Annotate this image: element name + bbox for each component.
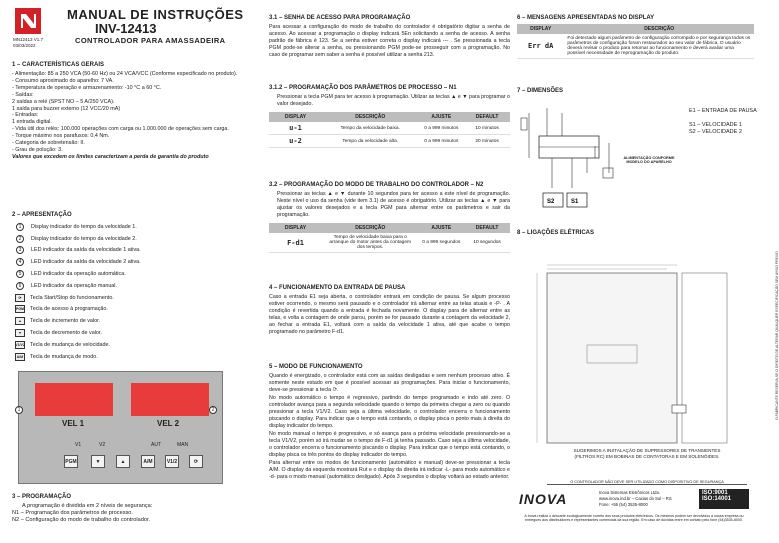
presentation-item [12, 245, 256, 257]
table-header: DISPLAY [269, 223, 322, 233]
suppressor-note: SUGERIMOS A INSTALAÇÃO DE SUPRESSORES DE TRANSIENTES (FILTROS RC) EM BOBINAS DE CONTATORAS E EM SOLENÓIDES. [573, 448, 721, 459]
section-title: 5 – MODO DE FUNCIONAMENTO [269, 364, 363, 370]
up-button-illus: ▲ [116, 455, 130, 468]
warranty-warning: Valores que excedem os limites caracterizam a perda de garantia do produto [12, 153, 209, 160]
section-title: 7 – DIMENSÕES [517, 88, 564, 94]
characteristic-line: - Categoria de sobretensão: II. [12, 140, 85, 147]
presentation-item [12, 233, 256, 245]
section-title: 8 – LIGAÇÕES ELÉTRICAS [517, 230, 595, 236]
key-icon: PGM [16, 307, 24, 312]
iso-9001: ISO:9001 [702, 490, 728, 496]
section-title: 3.1 – SENHA DE ACESSO PARA PROGRAMAÇÃO [269, 15, 411, 21]
legend-s1: S1 – VELOCIDADE 1 [689, 122, 742, 128]
section-text: Para alternar entre os modos de funcionamento (automático e manual) deve-se pressionar a tecla A/M. O display da esquerda mostrará Rut e o display da direita irá indicar -L- para modo automático e -d- para o modo manual (automático desligado). Após 3 segundos o display voltará ao estado anterior. [269, 460, 510, 480]
item-text: Display indicador do tempo da velocidade 2. [31, 235, 137, 242]
brand-logo-icon [15, 8, 41, 34]
display-vel2 [131, 383, 209, 416]
section-title: 3 – PROGRAMAÇÃO [12, 494, 72, 500]
led-v2-label: V2 [99, 442, 106, 448]
section-title: 3.2 – PROGRAMAÇÃO DO MODO DE TRABALHO DO CONTROLADOR – N2 [269, 182, 484, 188]
item-text: LED indicador da operação automática. [31, 271, 126, 278]
key-text: Tecla de acesso à programação. [30, 306, 108, 313]
characteristic-line: - Saídas: [12, 91, 34, 98]
startstop-button-illus: ⟳ [189, 455, 203, 468]
programming-n2: N2 – Configuração do modo de trabalho do controlador. [12, 517, 151, 524]
table-header: DEFAULT [464, 223, 510, 233]
section-5 [269, 364, 510, 481]
key-icon: ⟳ [15, 294, 25, 302]
section-title: 3.1.2 – PROGRAMAÇÃO DOS PARÂMETROS DE PROCESSO – N1 [269, 85, 457, 91]
table-header: DISPLAY [517, 24, 564, 34]
safety-warning: O CONTROLADOR NÃO DEVE SER UTILIZADO COMO DISPOSITIVO DE SEGURANÇA [547, 480, 747, 485]
section-32 [269, 182, 510, 253]
key-text: Tecla Start/Stop do funcionamento. [30, 294, 114, 301]
section-7 [517, 88, 757, 218]
s2-box-label: S2 [547, 199, 555, 205]
table-cell: u-1 [269, 122, 322, 135]
table-header: AJUSTE [418, 223, 464, 233]
section-title: 6 – MENSAGENS APRESENTADAS NO DISPLAY [517, 15, 655, 21]
characteristic-line: 2 saídas a relé (SPST NO – 5 A/250 VCA). [12, 98, 115, 105]
legend-s2: S2 – VELOCIDADE 2 [689, 129, 742, 135]
header [5, 5, 255, 50]
section-31 [269, 15, 510, 59]
company-name: Inova Sistemas Eletrônicos Ltda. [599, 490, 660, 495]
characteristic-line: 1 saída para buzzer externo (12 VCC/20 mA) [12, 105, 121, 112]
section-programming [12, 494, 256, 525]
key-text: Tecla de mudança de modo. [30, 353, 98, 360]
table-row [269, 135, 510, 148]
marker-1: 1 [15, 406, 23, 414]
section-presentation [12, 212, 256, 363]
presentation-item [12, 268, 256, 280]
disposal-note: A Inova realiza o descarte ecologicamente correto dos seus produtos eletrônicos. Os mesmos podem ser devolvidos à nossa empresa ou entregues aos distribuidores e representantes comerciais da sua região. Em caso de dúvidas entre em contato pelo fone (54)3535-8000. [524, 514, 744, 523]
table-cell: 0 a 999 minutos [418, 122, 464, 135]
brand-name: INOVA [519, 491, 568, 507]
company-site: www.inova.ind.br – Caxias do Sul – RS [599, 496, 672, 501]
table-cell: Err dA [517, 34, 564, 59]
section-text: No modo manual o tempo é progressivo, e só avança para a próxima velocidade pressionando-se a tecla V1/V2, porém só irá mudar se o tempo de F-d1 já tenha passado. Caso seja a última velocidade, o controlador encerra o funcionamento piscando o display. Para indicar que o tempo está contando, o display pisca os três pontos do display indicador do tempo. [269, 431, 510, 458]
doc-model: INV-12413 [95, 21, 157, 36]
vel2-label: VEL 2 [157, 419, 180, 428]
section-text: Para acessar a configuração do modo de trabalho do controlador é obrigatório digitar a senha de acesso. Ao acessar a programação o display indicará 5En solicitando a senha de acesso. A senha padrão de fábrica é 123. Se a senha estiver correta o display indicará --- . Se pressionada a tecla PGM pode-se alterar a senha, ou pressionando PGM pode-se prosseguir com a programação. No caso de programar sem saber a senha é possível utilizar a senha 213. [269, 24, 510, 58]
section-6 [517, 15, 754, 59]
table-row [517, 34, 754, 59]
table-header: DISPLAY [269, 112, 322, 122]
table-cell: 10 minutos [464, 122, 510, 135]
presentation-item [12, 221, 256, 233]
table-cell: u-2 [269, 135, 322, 148]
section-characteristics [12, 62, 256, 160]
key-text: Tecla de mudança de velocidade. [30, 341, 111, 348]
power-note: ALIMENTAÇÃO CONFORME MODELO DO APARELHO [623, 156, 675, 164]
table-header: DESCRIÇÃO [322, 223, 418, 233]
key-icon: A/M [16, 354, 24, 359]
n1-table [269, 112, 510, 148]
s1-box-label: S1 [571, 199, 579, 205]
table-header: AJUSTE [418, 112, 464, 122]
section-title: 1 – CARACTERÍSTICAS GERAIS [12, 62, 105, 68]
pgm-button-illus: PGM [64, 455, 78, 468]
table-cell: 10 segundos [464, 233, 510, 253]
section-text: Caso a entrada E1 seja aberta, o controlador entrará em condição de pausa. Se algum processo estiver ocorrendo, o mesmo será pausado e o controlador irá alternar entre as telas atuais e -P- . A condição é revertida quando a entrada é fechada novamente. O display para de alternar entre as telas, e volta a contagem de onde parou, porém se for pausado durante a contagem da velocidade 2, ao fechar a entrada E1, voltará com a saída da velocidade 1 ativa, até que acabe o tempo programado no parâmetro F-d1. [269, 294, 510, 335]
section-text: Quando é energizado, o controlador está com as saídas desligadas e sem nenhum processo ativo. É somente neste estado em que é possível acessar as programações. Para iniciar o funcionamento, deve-se pressionar a tecla ⟳. [269, 373, 510, 393]
item-text: LED indicador da operação manual. [31, 282, 118, 289]
table-cell: Tempo da velocidade baixa. [322, 122, 418, 135]
section-8 [517, 230, 754, 484]
iso-14001: ISO:14001 [702, 496, 732, 502]
doc-subtitle: CONTROLADOR PARA AMASSADEIRA [75, 36, 226, 45]
table-row [269, 233, 510, 253]
key-item [12, 315, 256, 327]
section-text: Pressionar a tecla PGM para ter acesso à programação. Utilizar as teclas ▲ e ▼ para programar o valor desejado. [277, 94, 510, 107]
item-marker: 4 [16, 258, 24, 266]
table-row [269, 122, 510, 135]
characteristic-line: - Consumo aproximado do aparelho: 7 VA. [12, 77, 114, 84]
doc-date: 03/03/2022 [13, 43, 36, 48]
section-title: 2 – APRESENTAÇÃO [12, 212, 72, 218]
table-cell: F-d1 [269, 233, 322, 253]
front-panel-illustration [18, 371, 223, 484]
messages-table [517, 24, 754, 59]
table-cell: Tempo da velocidade alta. [322, 135, 418, 148]
characteristic-line: - Vida útil dos relés: 100.000 operações com carga ou 1.000.000 de operações sem carga. [12, 126, 229, 133]
led-v1-label: V1 [75, 442, 82, 448]
presentation-item [12, 280, 256, 292]
characteristic-line: - Temperatura de operação e armazenamento: -10 °C a 60 °C. [12, 84, 162, 91]
key-item [12, 304, 256, 316]
v1v2-button-illus: V1/2 [165, 455, 179, 468]
key-item [12, 351, 256, 363]
item-marker: 2 [16, 235, 24, 243]
item-text: LED indicador da saída da velocidade 2 ativa. [31, 259, 141, 266]
company-phone: Fone: +55 (54) 3535-8000 [599, 502, 648, 507]
section-title: 4 – FUNCIONAMENTO DA ENTRADA DE PAUSA [269, 285, 406, 291]
characteristic-line: - Grau de polução: 3. [12, 146, 63, 153]
model-code: MN12413 V1.7 [13, 37, 44, 42]
vel1-label: VEL 1 [62, 419, 85, 428]
characteristic-line: 1 entrada digital. [12, 119, 52, 126]
table-header: DESCRIÇÃO [564, 24, 754, 34]
down-button-illus: ▼ [91, 455, 105, 468]
table-cell: Tempo de velocidade baixa para o arranque do motor antes da contagem dos tempos. [322, 233, 418, 253]
item-text: Display indicador do tempo da velocidade 1. [31, 223, 137, 230]
section-312 [269, 85, 510, 148]
key-icon: ▲ [15, 317, 25, 325]
item-marker: 1 [16, 223, 24, 231]
led-aut-label: AUT [151, 442, 161, 448]
key-text: Tecla de incremento de valor. [30, 318, 101, 325]
item-text: LED indicador da saída da velocidade 1 ativa. [31, 247, 141, 254]
programming-n1: N1 – Programação dos parâmetros de processo. [12, 510, 133, 517]
n2-table [269, 223, 510, 253]
side-note: O FABRICANTE RESERVA-SE O DIREITO DE ALTERAR QUALQUER ESPECIFICAÇÃO SEM AVISO PREVIO [775, 251, 779, 420]
section-4 [269, 285, 510, 336]
characteristic-line: - Alimentação: 85 a 250 VCA (50-60 Hz) ou 24 VCA/VCC (Conforme especificado no produto). [12, 71, 238, 77]
key-item [12, 292, 256, 304]
key-item [12, 327, 256, 339]
key-text: Tecla de decremento de valor. [30, 330, 102, 337]
key-item [12, 339, 256, 351]
iso-badge [699, 489, 749, 509]
table-cell: 0 a 999 segundos [418, 233, 464, 253]
characteristic-line: - Torque máximo nos parafusos: 0,4 Nm. [12, 133, 110, 140]
led-man-label: MAN [177, 442, 189, 448]
legend-e1: E1 – ENTRADA DE PAUSA [689, 108, 757, 114]
key-icon: ▼ [15, 329, 25, 337]
section-text: Pressionar as teclas ▲ e ▼ durante 10 segundos para ter acesso a este nível de programação. Neste nível o uso da senha (vide item 3.1) de acesso é obrigatório. Utilizar as teclas ▲ e ▼ para ajustar os valores desejados e a tecla PGM para alternar entre os parâmetros e sair da programação. [277, 191, 510, 218]
display-vel1 [35, 383, 113, 416]
section-text: No modo automático o tempo é regressivo, partindo do tempo programado e indo até zero. O controlador avança para a segunda velocidade quando o tempo da primeira chegar a zero ou quando pressionar a tecla V1/V2. Caso seja a última velocidade, o controlador encerra o funcionamento piscando o display. Para indicar que o tempo está contando, o display pisca o ponto mais à direita do display indicador do tempo. [269, 395, 510, 429]
dimensions-drawing [517, 245, 747, 455]
table-header: DEFAULT [464, 112, 510, 122]
item-marker: 6 [16, 282, 24, 290]
programming-intro: A programação é dividida em 2 níveis de segurança: [22, 503, 153, 509]
item-marker: 3 [16, 246, 24, 254]
table-cell: 0 a 999 minutos [418, 135, 464, 148]
doc-title: MANUAL DE INSTRUÇÕES [67, 7, 244, 22]
characteristic-line: - Entradas: [12, 112, 39, 119]
table-header: DESCRIÇÃO [322, 112, 418, 122]
am-button-illus: A/M [141, 455, 155, 468]
presentation-item [12, 256, 256, 268]
key-icon: V1/V2 [15, 342, 25, 347]
marker-2: 2 [209, 406, 217, 414]
item-marker: 5 [16, 270, 24, 278]
table-cell: Foi detectado algum parâmetro de configuração corrompido e por segurança todos os parâmetros de configuração foram restaurados ao seu valor de fábrica. O usuário deverá revisar o produto para retomar ao funcionamento e deverá avaliar uma possível necessidade de reprogramação do produto. [564, 34, 754, 59]
footer [517, 487, 754, 539]
table-cell: 20 minutos [464, 135, 510, 148]
